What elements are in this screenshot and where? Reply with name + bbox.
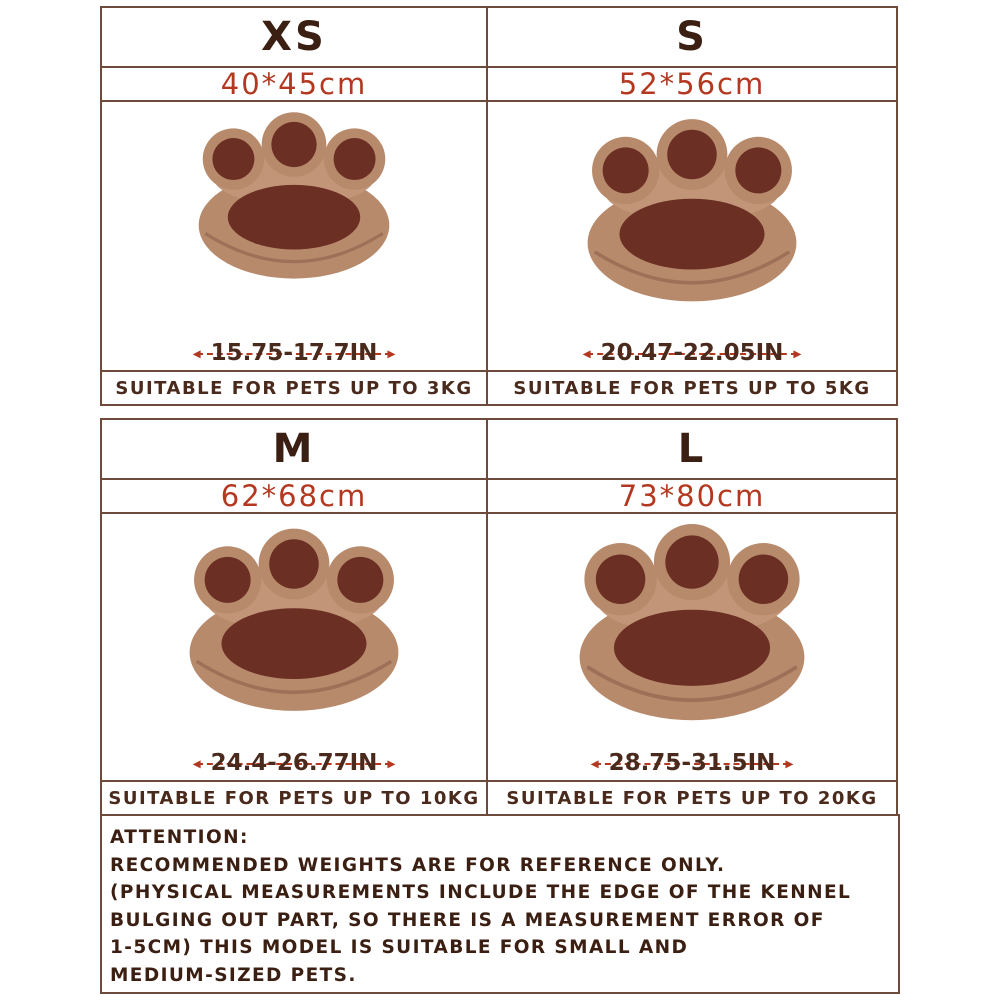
dimension-row <box>102 68 486 102</box>
paw-bed-image <box>189 112 399 282</box>
paw-bed-image <box>562 524 822 724</box>
measurement-label: 20.47-22.05IN ◂ ▸ <box>582 340 802 366</box>
measure-guide-line <box>197 763 392 765</box>
measurement-indicator <box>102 748 486 778</box>
size-card-xs <box>100 6 488 406</box>
dimension-label: 73*80cm <box>618 479 766 513</box>
arrow-right-icon: ▸ <box>387 753 396 773</box>
size-header <box>102 8 486 68</box>
size-label: S <box>676 14 708 60</box>
paw-bed-image <box>577 112 807 312</box>
attention-line: BULGING OUT PART, SO THERE IS A MEASUREMENT ERROR OF <box>110 909 825 931</box>
weight-label: SUITABLE FOR PETS UP TO 10KG <box>108 787 480 809</box>
weight-row <box>488 780 896 814</box>
attention-heading: ATTENTION: <box>110 827 249 848</box>
attention-line: RECOMMENDED WEIGHTS ARE FOR REFERENCE ONLY. <box>110 854 726 876</box>
dimension-row <box>488 68 896 102</box>
measure-guide-line <box>595 763 790 765</box>
arrow-left-icon: ◂ <box>590 753 599 773</box>
attention-line: MEDIUM-SIZED PETS. <box>110 964 357 986</box>
size-card-l <box>486 418 898 816</box>
size-label: M <box>272 426 316 472</box>
arrow-left-icon: ◂ <box>192 343 201 363</box>
attention-line: 1-5CM) THIS MODEL IS SUITABLE FOR SMALL AND <box>110 937 689 958</box>
measure-guide-line <box>587 353 798 355</box>
weight-label: SUITABLE FOR PETS UP TO 20KG <box>506 787 878 809</box>
measurement-label: 28.75-31.5IN ◂ ▸ <box>590 750 794 776</box>
arrow-left-icon: ◂ <box>192 753 201 773</box>
attention-line: (PHYSICAL MEASUREMENTS INCLUDE THE EDGE OF THE KENNEL <box>110 882 852 903</box>
size-header <box>488 420 896 480</box>
measurement-label: 24.4-26.77IN ◂ ▸ <box>192 750 396 776</box>
weight-row <box>102 780 486 814</box>
measure-guide-line <box>197 353 392 355</box>
measurement-label: 15.75-17.7IN ◂ ▸ <box>192 340 396 366</box>
size-label: L <box>677 426 707 472</box>
size-label: XS <box>261 14 327 60</box>
arrow-left-icon: ◂ <box>582 343 591 363</box>
dimension-label: 40*45cm <box>220 67 368 101</box>
dimension-label: 62*68cm <box>220 479 368 513</box>
product-image-area <box>102 102 486 370</box>
product-image-area <box>488 514 896 780</box>
attention-notice <box>100 814 900 994</box>
weight-label: SUITABLE FOR PETS UP TO 3KG <box>115 377 473 399</box>
arrow-right-icon: ▸ <box>387 343 396 363</box>
weight-row <box>488 370 896 404</box>
product-image-area <box>102 514 486 780</box>
dimension-label: 52*56cm <box>618 67 766 101</box>
dimension-row <box>102 480 486 514</box>
arrow-right-icon: ▸ <box>785 753 794 773</box>
size-card-m <box>100 418 488 816</box>
size-header <box>102 420 486 480</box>
product-image-area <box>488 102 896 370</box>
weight-label: SUITABLE FOR PETS UP TO 5KG <box>513 377 871 399</box>
paw-bed-image <box>179 524 409 719</box>
measurement-indicator <box>102 338 486 368</box>
dimension-row <box>488 480 896 514</box>
measurement-indicator <box>488 338 896 368</box>
weight-row <box>102 370 486 404</box>
size-card-s <box>486 6 898 406</box>
arrow-right-icon: ▸ <box>793 343 802 363</box>
size-header <box>488 8 896 68</box>
measurement-indicator <box>488 748 896 778</box>
